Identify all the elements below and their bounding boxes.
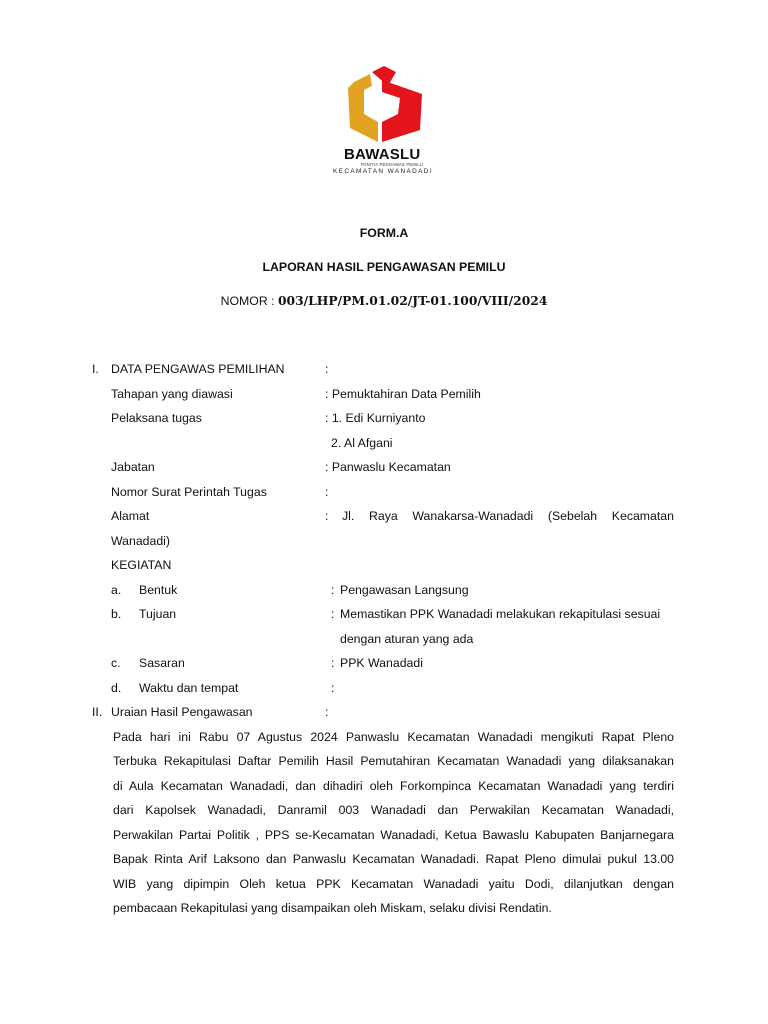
row-label: Tahapan yang diawasi <box>111 387 233 401</box>
paragraph-line: WIB yang dipimpin Oleh ketua PPK Kecamatan Wanadadi yaitu Dodi, dilanjutkan dengan <box>113 877 674 891</box>
kegiatan-heading: KEGIATAN <box>111 558 172 572</box>
section2-numeral: II. <box>92 705 103 719</box>
report-title: LAPORAN HASIL PENGAWASAN PEMILU <box>262 260 506 274</box>
kegiatan-colon: : <box>331 681 335 695</box>
section2-heading-colon: : <box>325 705 329 719</box>
row-label: Nomor Surat Perintah Tugas <box>111 485 267 499</box>
kegiatan-label: Sasaran <box>139 656 185 670</box>
row-label: Jabatan <box>111 460 155 474</box>
paragraph-line: Terbuka Rekapitulasi Daftar Pemilih Hasil Pemutahiran Kecamatan Wanadadi yang dilaksanakan <box>113 754 674 768</box>
kegiatan-label: Tujuan <box>139 607 177 621</box>
nomor-value: 003/LHP/PM.01.02/JT-01.100/VIII/2024 <box>277 293 548 308</box>
row-label: Pelaksana tugas <box>111 411 202 425</box>
report-number <box>0 293 768 308</box>
kegiatan-letter: d. <box>111 681 122 695</box>
kegiatan-label: Waktu dan tempat <box>139 681 239 695</box>
alamat-line-2: Wanadadi) <box>111 534 171 548</box>
section1-numeral: I. <box>92 362 99 376</box>
logo-red-shape <box>382 80 422 142</box>
section1-heading-colon: : <box>325 362 329 376</box>
paragraph-line: Perwakilan Partai Politik , PPS se-Kecamatan Wanadadi, Ketua Bawaslu Kabupaten Banjarnegara <box>113 828 674 842</box>
paragraph-line: pembacaan Rekapitulasi yang disampaikan oleh Miskam, selaku divisi Rendatin. <box>113 901 552 915</box>
form-label: FORM.A <box>359 226 409 240</box>
alamat-label: Alamat <box>111 509 150 523</box>
paragraph-line: Pada hari ini Rabu 07 Agustus 2024 Panwaslu Kecamatan Wanadadi mengikuti Rapat Pleno <box>113 730 674 744</box>
kegiatan-colon: : <box>331 607 335 621</box>
kegiatan-letter: c. <box>111 656 121 670</box>
kegiatan-value: PPK Wanadadi <box>340 656 423 670</box>
row-value: : Panwaslu Kecamatan <box>325 460 451 474</box>
kegiatan-letter: b. <box>111 607 122 621</box>
kegiatan-colon: : <box>331 656 335 670</box>
row-value: : <box>325 485 329 499</box>
logo-location: KECAMATAN WANADADI <box>333 168 433 175</box>
kegiatan-value: Memastikan PPK Wanadadi melakukan rekapitulasi sesuai <box>340 607 661 621</box>
logo-subtitle: PANITIA PENGAWAS PEMILU <box>361 162 424 167</box>
alamat-line-1: Jl. Raya Wanakarsa-Wanadadi (Sebelah Kecamatan <box>342 509 674 523</box>
kegiatan-letter: a. <box>111 583 122 597</box>
section2-heading: Uraian Hasil Pengawasan <box>111 705 253 719</box>
logo-gold-shape <box>348 74 378 142</box>
kegiatan-value-continued: dengan aturan yang ada <box>340 632 474 646</box>
logo-brand: BAWASLU <box>344 146 421 163</box>
paragraph-line: dari Kapolsek Wanadadi, Danramil 003 Wanadadi dan Perwakilan Kecamatan Wanadadi, <box>113 803 674 817</box>
paragraph-line: Bapak Rinta Arif Laksono dan Panwaslu Kecamatan Wanadadi. Rapat Pleno dimulai pukul 13.00 <box>113 852 674 866</box>
section1-heading: DATA PENGAWAS PEMILIHAN <box>111 362 285 376</box>
row-value: 2. Al Afgani <box>331 436 393 450</box>
alamat-colon: : <box>325 509 329 523</box>
kegiatan-label: Bentuk <box>139 583 178 597</box>
kegiatan-colon: : <box>331 583 335 597</box>
row-value: : 1. Edi Kurniyanto <box>325 411 426 425</box>
nomor-label: NOMOR : <box>220 294 278 308</box>
paragraph-line: di Aula Kecamatan Wanadadi, dan dihadiri oleh Forkompinca Kecamatan Wanadadi yang terdiri <box>113 779 674 793</box>
row-value: : Pemuktahiran Data Pemilih <box>325 387 481 401</box>
kegiatan-value: Pengawasan Langsung <box>340 583 469 597</box>
